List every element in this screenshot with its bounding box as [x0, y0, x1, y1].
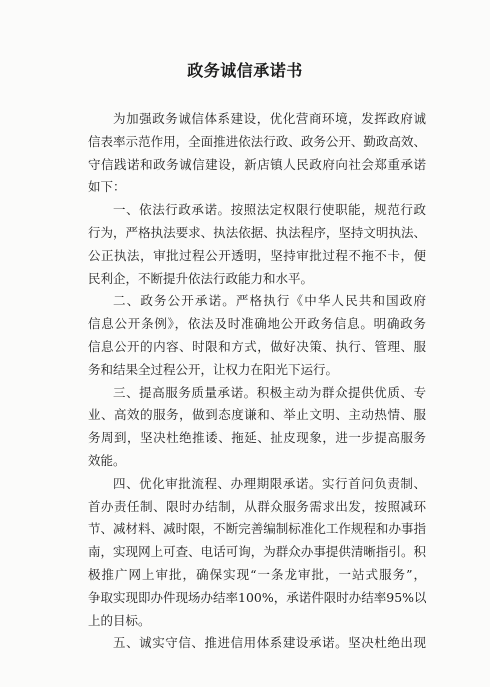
text-line: 信息公开条例》，依法及时准确地公开政务信息。明确政务: [88, 316, 426, 332]
text-line: 公正执法，审批过程公开透明，坚持审批过程不拖不卡，便: [88, 247, 426, 263]
text-line: 首办责任制、限时办结制，从群众服务需求出发，按照减环: [88, 498, 426, 514]
paragraph-open-government: [88, 290, 426, 381]
text-line: 如下：: [88, 179, 126, 195]
text-line: 南，实现网上可查、电话可询，为群众办事提供清晰指引。积: [88, 544, 426, 560]
text-line: 守信践诺和政务诚信建设，新店镇人民政府向社会郑重承诺: [88, 156, 426, 172]
paragraph-credit-system: [88, 632, 426, 655]
paragraph-service-quality: [88, 382, 426, 473]
text-line: 上的目标。: [88, 612, 151, 628]
text-line: 争取实现即办件现场办结率100%，承诺件限时办结率95%以: [88, 589, 427, 605]
text-line: 为加强政务诚信体系建设，优化营商环境，发挥政府诚: [113, 111, 426, 126]
text-line: 业、高效的服务，做到态度谦和、举止文明、主动热情、服: [88, 407, 426, 423]
paragraph-intro: [88, 108, 426, 199]
text-line: 二、政务公开承诺。严格执行《中华人民共和国政府: [113, 293, 426, 309]
text-line: 五、诚实守信、推进信用体系建设承诺。坚决杜绝出现: [113, 635, 426, 651]
paragraph-approval-process: [88, 473, 426, 633]
text-line: 务和结果全过程公开，让权力在阳光下运行。: [88, 361, 339, 377]
text-line: 行为，严格执法要求、执法依据、执法程序，坚持文明执法、: [88, 224, 426, 240]
document-body: [88, 108, 426, 655]
text-line: 信息公开的内容、时限和方式，做好决策、执行、管理、服: [88, 338, 426, 354]
text-line: 一、依法行政承诺。按照法定权限行使职能，规范行政: [113, 202, 426, 218]
text-line: 节、减材料、减时限，不断完善编制标准化工作规程和办事指: [88, 521, 426, 537]
text-line: 效能。: [88, 452, 126, 468]
text-line: 四、优化审批流程、办理期限承诺。实行首问负责制、: [113, 475, 426, 491]
text-line: 三、提高服务质量承诺。积极主动为群众提供优质、专: [113, 384, 426, 400]
text-line: 极推广网上审批，确保实现“一条龙审批，一站式服务”，: [88, 566, 426, 582]
paragraph-law-administration: [88, 199, 426, 290]
document-title: 政务诚信承诺书: [187, 61, 303, 80]
text-line: 信表率示范作用，全面推进依法行政、政务公开、勤政高效、: [88, 133, 426, 149]
text-line: 民利企，不断提升依法行政能力和水平。: [88, 270, 314, 286]
text-line: 务周到，坚决杜绝推诿、拖延、扯皮现象，进一步提高服务: [88, 430, 426, 446]
